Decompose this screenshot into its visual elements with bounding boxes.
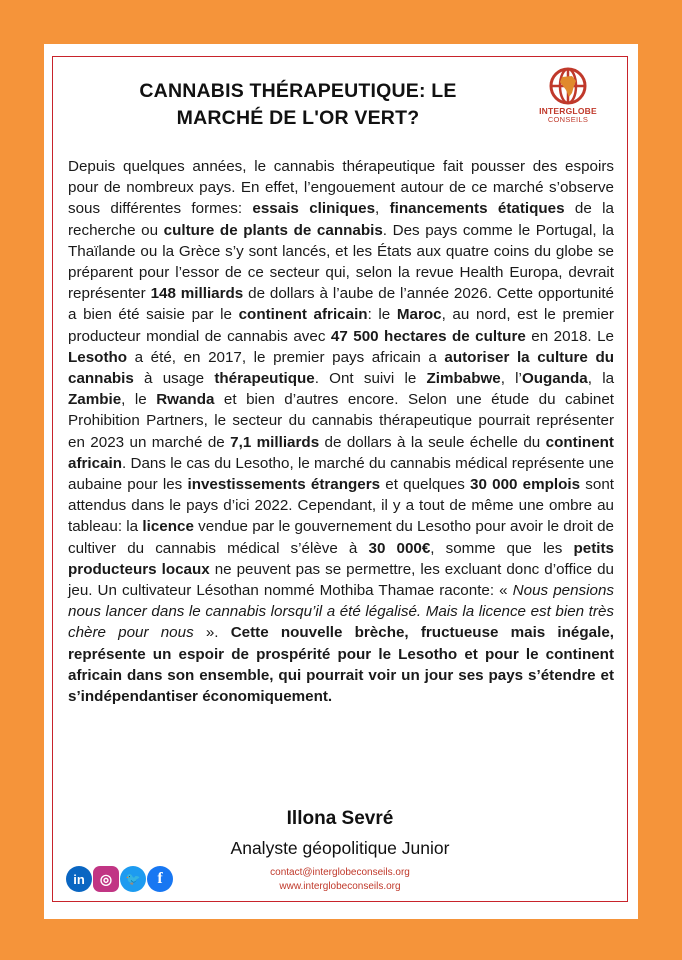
bold-run: continent africain xyxy=(68,433,614,472)
contact-website[interactable]: www.interglobeconseils.org xyxy=(279,881,401,892)
text-run: , la xyxy=(587,370,615,388)
bold-run: investissements étrangers xyxy=(187,476,381,494)
bold-run: petits producteurs locaux xyxy=(68,539,614,578)
document-title xyxy=(88,78,508,132)
linkedin-icon[interactable]: in xyxy=(66,866,92,892)
bold-run: 148 milliards xyxy=(150,285,244,303)
twitter-icon[interactable]: 🐦 xyxy=(120,866,146,892)
bold-run: Zimbabwe xyxy=(426,370,501,388)
text-run: : le xyxy=(367,306,397,324)
bold-run: licence xyxy=(142,518,194,536)
title-line-1: CANNABIS THÉRAPEUTIQUE: LE xyxy=(139,80,457,102)
bold-run: 47 500 hectares de culture xyxy=(330,327,526,345)
text-run: vendue par le gouvernement du Lesotho pour avoir le droit de cultiver du cannabis médical s’élève à xyxy=(68,518,614,557)
text-run: a été, en 2017, le premier pays africain a xyxy=(127,348,445,366)
text-run: . Des pays comme le Portugal, la Thaïlande ou la Grèce s’y sont lancés, et les États aux quatre coins du globe se préparent pour l’essor de ce secteur qui, selon la revue Health Europa, devrait représenter xyxy=(68,221,614,303)
bold-run: culture de plants de cannabis xyxy=(163,221,383,239)
interglobe-logo xyxy=(536,66,600,138)
text-run: . Ont suivi le xyxy=(314,370,427,388)
globe-icon xyxy=(548,66,588,106)
bold-run: Ouganda xyxy=(521,370,588,388)
text-run: . Dans le cas du Lesotho, le marché du cannabis médical représente une aubaine pour les xyxy=(68,454,614,494)
quote-run: Nous pensions nous lancer dans le cannabis lorsqu’il a été légalisé. Mais la licence est bien très chère pour nous xyxy=(68,582,614,642)
text-run: ». xyxy=(193,624,231,642)
facebook-icon[interactable]: f xyxy=(147,866,173,892)
bold-run: 30 000€ xyxy=(368,539,431,557)
article-body xyxy=(68,156,614,707)
contact-block xyxy=(220,866,460,894)
text-run: à usage xyxy=(133,370,215,388)
text-run: sont attendus dans le pays d’ici 2022. Cependant, il y a tout de même une ombre au tableau: la xyxy=(68,476,614,536)
bold-run: 7,1 milliards xyxy=(230,433,320,451)
author-name: Illona Sevré xyxy=(286,808,394,829)
text-run: de dollars à la seule échelle du xyxy=(319,433,546,451)
bold-run: financements étatiques xyxy=(389,200,565,218)
text-run: , au nord, est le premier producteur mondial de cannabis avec xyxy=(68,306,614,345)
instagram-icon[interactable]: ◎ xyxy=(93,866,119,892)
bold-run: thérapeutique xyxy=(214,370,315,388)
text-run: , l’ xyxy=(500,370,522,388)
contact-email[interactable]: contact@interglobeconseils.org xyxy=(270,867,410,878)
logo-subtitle: CONSEILS xyxy=(547,115,589,124)
bold-run: essais cliniques xyxy=(252,200,376,218)
text-run: et quelques xyxy=(380,476,471,494)
text-run: et bien d’autres encore. Selon une étude du cabinet Prohibition Partners, le secteur du cannabis thérapeutique pourrait représenter en 2023 un marché de xyxy=(68,391,614,451)
text-run: , xyxy=(375,200,390,218)
bold-run: autoriser la culture du cannabis xyxy=(68,348,614,388)
text-run: ne peuvent pas se permettre, les excluant donc d’office du jeu. Un cultivateur Lésothan nommé Mothiba Thamae raconte: « xyxy=(68,560,615,600)
bold-run: Cette nouvelle brèche, fructueuse mais inégale, représente un espoir de prospérité pour le Lesotho et pour le continent africain dans son ensemble, qui pourrait voir un jour ses pays s’étendre et s’indépendantiser économiquement. xyxy=(68,624,614,706)
bold-run: Rwanda xyxy=(156,391,215,409)
bold-run: Zambie xyxy=(68,391,122,409)
author-role: Analyste géopolitique Junior xyxy=(230,838,450,858)
text-run: en 2018. Le xyxy=(525,327,614,345)
text-run: de dollars à l’aube de l’année 2026. Cette opportunité a bien été saisie par le xyxy=(68,285,614,324)
bold-run: continent africain xyxy=(238,306,368,324)
text-run: Depuis quelques années, le cannabis thérapeutique fait pousser des espoirs pour de nombreux pays. En effet, l’engouement autour de ce marché s’observe sous différentes formes: xyxy=(68,158,614,218)
bold-run: Maroc xyxy=(396,306,442,324)
text-run: , le xyxy=(121,391,157,409)
social-icons xyxy=(66,866,174,894)
text-run: , somme que les xyxy=(430,539,574,557)
text-run: de la recherche ou xyxy=(68,200,614,239)
bold-run: 30 000 emplois xyxy=(470,476,581,494)
title-line-2: MARCHÉ DE L'OR VERT? xyxy=(176,107,420,129)
bold-run: Lesotho xyxy=(68,348,128,366)
logo-name: INTERGLOBE xyxy=(539,106,597,116)
